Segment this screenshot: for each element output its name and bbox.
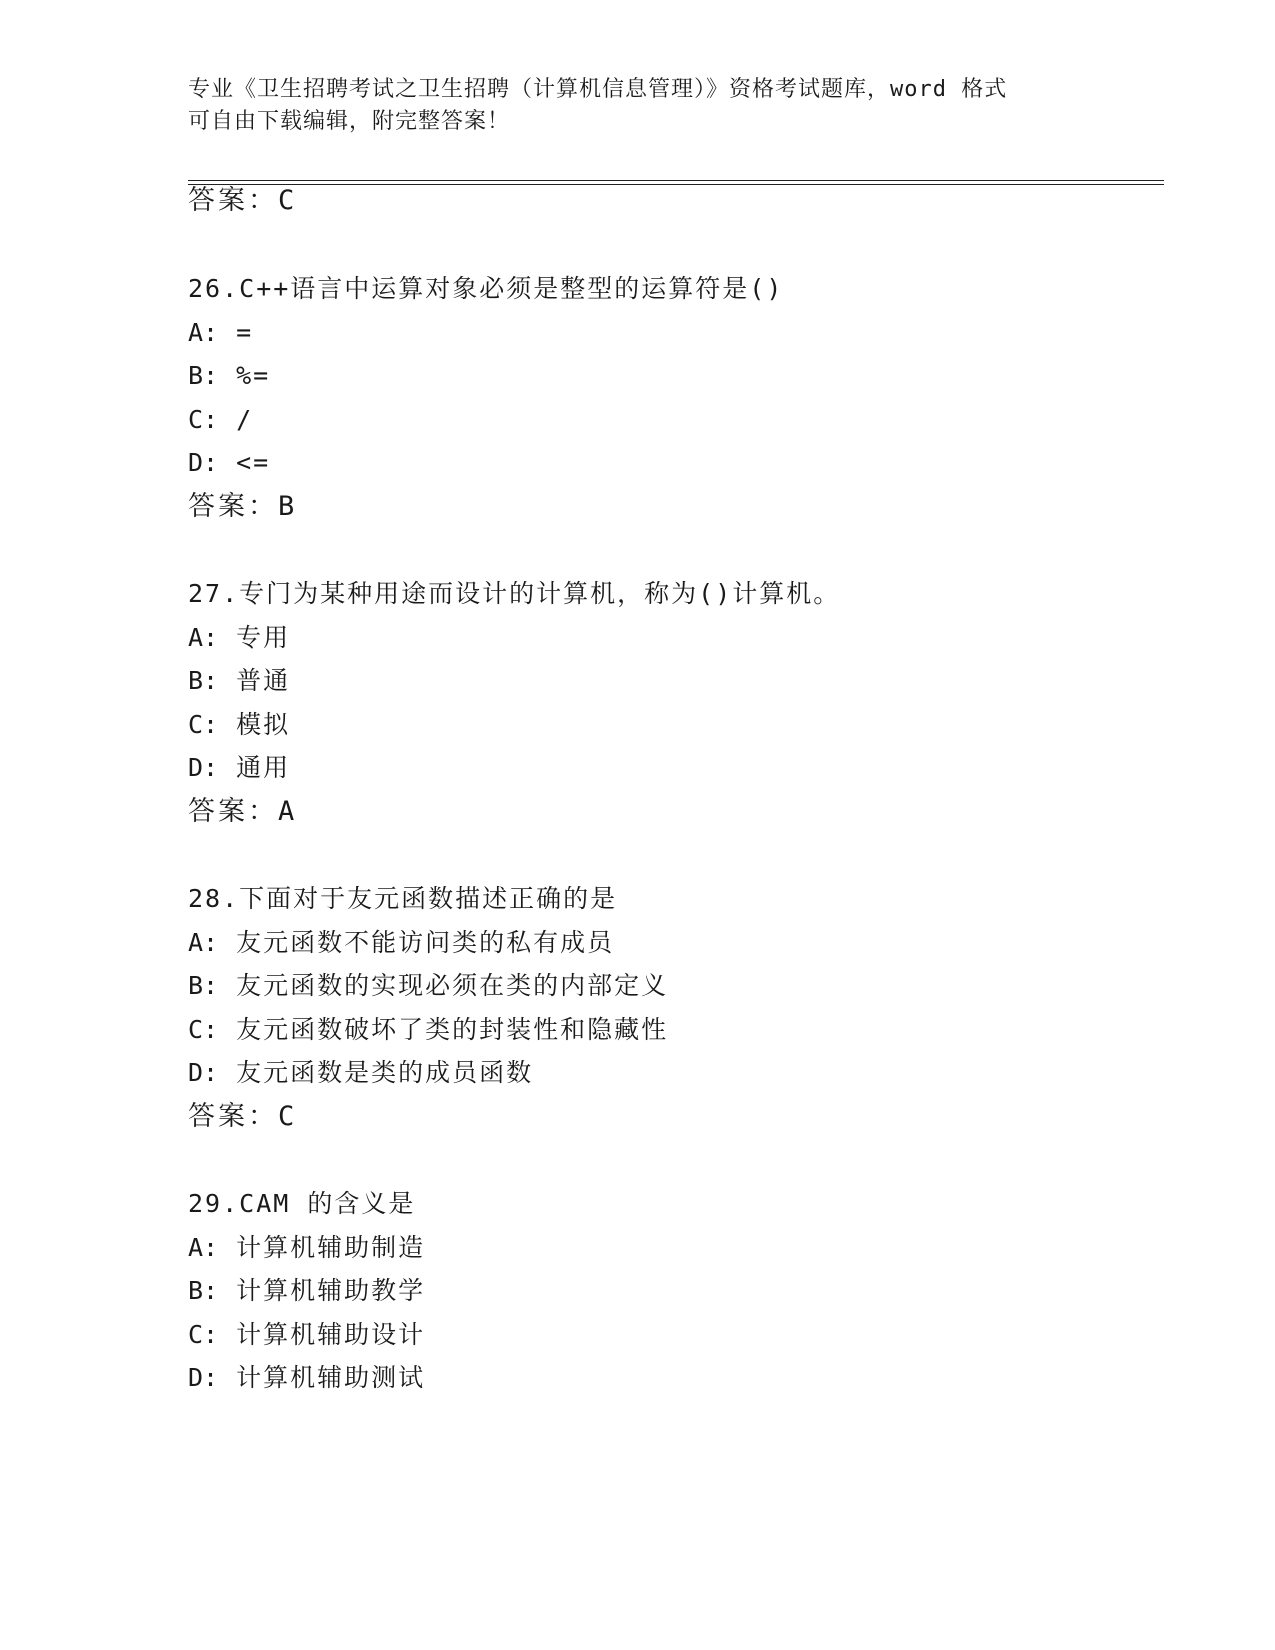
- question-26-option-d: [188, 446, 270, 480]
- answer-prefix: 答案：: [188, 796, 278, 827]
- header-rule-bottom: [188, 184, 1164, 185]
- option-letter: D:: [188, 1363, 219, 1392]
- option-text: /: [236, 405, 254, 434]
- question-27-option-a: [188, 621, 290, 655]
- option-text: <=: [236, 448, 271, 477]
- option-text: 计算机辅助测试: [236, 1363, 426, 1392]
- question-28-option-b: [188, 969, 668, 1003]
- question-27-option-c: [188, 708, 290, 742]
- option-letter: D:: [188, 448, 219, 477]
- question-26-stem: 26.C++语言中运算对象必须是整型的运算符是(): [188, 274, 784, 303]
- option-letter: C:: [188, 405, 219, 434]
- answer-value: C: [278, 1101, 298, 1132]
- option-letter: A:: [188, 318, 219, 347]
- answer-line-26: [188, 490, 297, 524]
- option-text: 友元函数破坏了类的封装性和隐藏性: [236, 1015, 669, 1044]
- option-letter: C:: [188, 710, 219, 739]
- question-28-option-c: [188, 1013, 668, 1047]
- answer-line-28: [188, 1100, 297, 1134]
- question-27-stem: 27.专门为某种用途而设计的计算机，称为()计算机。: [188, 579, 841, 608]
- question-28-option-a: [188, 926, 614, 960]
- option-letter: B:: [188, 1276, 219, 1305]
- document-header: [188, 74, 1088, 138]
- option-text: 友元函数不能访问类的私有成员: [236, 928, 615, 957]
- option-text: 友元函数的实现必须在类的内部定义: [236, 971, 669, 1000]
- option-text: 计算机辅助制造: [236, 1233, 426, 1262]
- question-28-stem: 28.下面对于友元函数描述正确的是: [188, 884, 618, 913]
- option-letter: B:: [188, 361, 219, 390]
- answer-line-27: [188, 795, 297, 829]
- option-letter: C:: [188, 1320, 219, 1349]
- option-letter: D:: [188, 1058, 219, 1087]
- option-letter: B:: [188, 971, 219, 1000]
- option-text: 模拟: [236, 710, 291, 739]
- question-28-option-d: [188, 1056, 533, 1090]
- option-letter: B:: [188, 666, 219, 695]
- option-text: =: [236, 318, 254, 347]
- header-line-2: 可自由下载编辑，附完整答案！: [188, 109, 511, 134]
- option-text: 专用: [236, 623, 291, 652]
- answer-value: B: [278, 491, 298, 522]
- answer-prefix: 答案：: [188, 1101, 278, 1132]
- option-text: 通用: [236, 753, 291, 782]
- question-29-option-a: [188, 1231, 425, 1265]
- answer-value: C: [278, 185, 298, 216]
- question-26-option-c: [188, 403, 253, 437]
- question-26-option-a: [188, 316, 253, 350]
- question-26-option-b: [188, 359, 270, 393]
- question-29-option-c: [188, 1318, 425, 1352]
- answer-prefix: 答案：: [188, 491, 278, 522]
- option-text: 计算机辅助教学: [236, 1276, 426, 1305]
- option-letter: A:: [188, 1233, 219, 1262]
- question-29-option-b: [188, 1274, 425, 1308]
- option-text: 普通: [236, 666, 291, 695]
- option-letter: A:: [188, 928, 219, 957]
- option-letter: A:: [188, 623, 219, 652]
- question-27-option-d: [188, 751, 290, 785]
- option-text: %=: [236, 361, 271, 390]
- option-letter: D:: [188, 753, 219, 782]
- option-text: 友元函数是类的成员函数: [236, 1058, 534, 1087]
- option-letter: C:: [188, 1015, 219, 1044]
- option-text: 计算机辅助设计: [236, 1320, 426, 1349]
- question-29-stem: 29.CAM 的含义是: [188, 1189, 416, 1218]
- header-rule-top: [188, 180, 1164, 181]
- header-line-1: 专业《卫生招聘考试之卫生招聘（计算机信息管理）》资格考试题库，word 格式: [188, 77, 1008, 102]
- answer-line-25: [188, 184, 297, 218]
- question-27-option-b: [188, 664, 290, 698]
- answer-value: A: [278, 796, 298, 827]
- question-29-option-d: [188, 1361, 425, 1395]
- answer-prefix: 答案：: [188, 185, 278, 216]
